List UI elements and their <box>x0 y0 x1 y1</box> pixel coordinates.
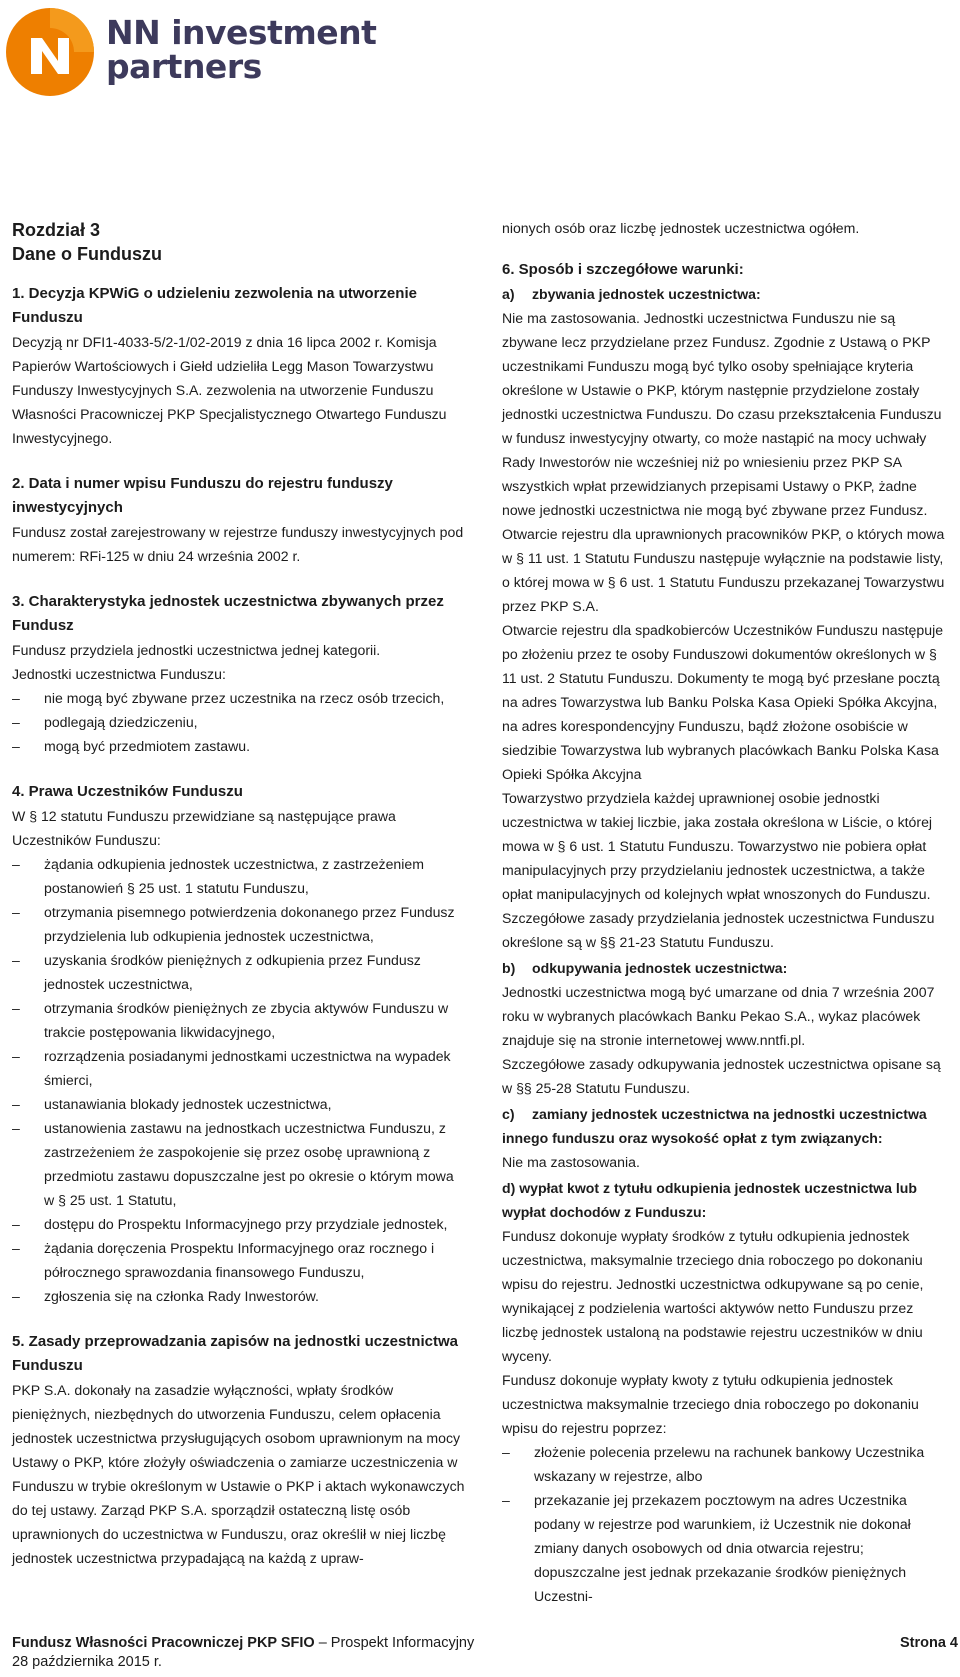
list-item: – mogą być przedmiotem zastawu. <box>12 734 467 758</box>
subsection-c-text: Nie ma zastosowania. <box>502 1154 640 1170</box>
subsection-d-heading: d) wypłat kwot z tytułu odkupienia jednostek uczestnictwa lub wypłat dochodów z Funduszu: <box>502 1180 918 1220</box>
section-5 <box>12 1330 467 1570</box>
footer-title <box>12 1634 958 1653</box>
section-4 <box>12 780 467 1308</box>
subsection-c-letter: c) <box>502 1106 515 1122</box>
list-item: – otrzymania środków pieniężnych ze zbycia aktywów Funduszu w trakcie postępowania likwidacyjnego, <box>12 996 467 1044</box>
list-item: – otrzymania pisemnego potwierdzenia dokonanego przez Fundusz przydzielenia lub odkupienia jednostek uczestnictwa, <box>12 900 467 948</box>
section-3 <box>12 590 467 758</box>
section-1-heading: 1. Decyzja KPWiG o udzieleniu zezwolenia na utworzenie Funduszu <box>12 285 417 326</box>
section-4-text: W § 12 statutu Funduszu przewidziane są następujące prawa Uczestników Funduszu: <box>12 808 396 848</box>
nn-logo-icon <box>4 6 96 98</box>
section-3-list <box>12 686 467 758</box>
logo-line2: partners <box>106 47 262 86</box>
section-2-text: Fundusz został zarejestrowany w rejestrze funduszy inwestycyjnych pod numerem: RFi-125 w dniu 24 września 2002 r. <box>12 524 464 564</box>
subsection-b-text: Szczegółowe zasady odkupywania jednostek uczestnictwa opisane są w §§ 25-28 Statutu Funduszu. <box>502 1056 941 1096</box>
subsection-a-letter: a) <box>502 286 515 302</box>
subsection-d-text: Fundusz dokonuje wypłaty kwoty z tytułu odkupienia jednostek uczestnictwa maksymalnie trzeciego dnia roboczego po dokonaniu wpisu do rejestru poprzez: <box>502 1372 919 1436</box>
section-3-text: Jednostki uczestnictwa Funduszu: <box>12 666 226 682</box>
section-3-heading: 3. Charakterystyka jednostek uczestnictwa zbywanych przez Fundusz <box>12 593 444 634</box>
list-item: – żądania doręczenia Prospektu Informacyjnego oraz rocznego i półrocznego sprawozdania finansowego Funduszu, <box>12 1236 467 1284</box>
page-number: Strona 4 <box>899 1635 958 1651</box>
list-item: – podlegają dziedziczeniu, <box>12 710 467 734</box>
footer-date: 28 października 2015 r. <box>12 1654 162 1670</box>
subsection-b-title: odkupywania jednostek uczestnictwa: <box>532 960 788 976</box>
list-item: – złożenie polecenia przelewu na rachunek bankowy Uczestnika wskazany w rejestrze, albo <box>502 1440 952 1488</box>
chapter-number: Rozdział 3 <box>12 220 101 240</box>
brand-logo-text <box>106 13 377 86</box>
list-item: – zgłoszenia się na członka Rady Inwestorów. <box>12 1284 467 1308</box>
subsection-b-text: Jednostki uczestnictwa mogą być umarzane od dnia 7 września 2007 roku w wybranych placówkach Banku Pekao S.A., wykaz placówek znajduje się na stronie internetowej www.nntfi.pl. <box>502 984 935 1048</box>
subsection-a-text: Nie ma zastosowania. Jednostki uczestnictwa Funduszu nie są zbywane lecz przydzielane przez Fundusz. Zgodnie z Ustawą o PKP uczestnikami Funduszu mogą być tylko osoby spełniające kryteria określone w Ustawie o PKP, którym następnie przydzielone zostały jednostki uczestnictwa Funduszu. Do czasu przekształcenia Funduszu w fundusz inwestycyjny otwarty, co może nastąpić na mocy uchwały Rady Inwestorów nie wcześniej niż po wniesieniu przez PKP SA wszystkich wpłat przewidzianych przepisami Ustawy o PKP, żadne nowe jednostki uczestnictwa nie mogą być zbywane przez Fundusz. <box>502 310 942 518</box>
list-item: – ustanowienia zastawu na jednostkach uczestnictwa Funduszu, z zastrzeżeniem że zaspokojenie się przez osobę uprawnioną z przedmiotu zastawu dopuszczalne jest po okresie o którym mowa w § 25 ust. 1 Statutu, <box>12 1116 467 1212</box>
continued-text: nionych osób oraz liczbę jednostek uczestnictwa ogółem. <box>502 220 860 236</box>
section-5-text: PKP S.A. dokonały na zasadzie wyłączności, wpłaty środków pieniężnych, niezbędnych do utworzenia Funduszu, celem opłacenia jednostek uczestnictwa przysługujących osobom uprawnionym na mocy Ustawy o PKP, które złożyły oświadczenia o zamiarze uczestniczenia w Funduszu w trybie określonym w Ustawie o PKP i aktach wykonawczych do tej ustawy. Zarząd PKP S.A. sporządził ostateczną listę osób uprawnionych do uczestnictwa w Funduszu, oraz określił w niej liczbę jednostek uczestnictwa przypadającą na każdą z upraw- <box>12 1382 465 1566</box>
list-item: – żądania odkupienia jednostek uczestnictwa, z zastrzeżeniem postanowień § 25 ust. 1 statutu Funduszu, <box>12 852 467 900</box>
subsection-b-heading <box>502 956 952 980</box>
list-item: – rozrządzenia posiadanymi jednostkami uczestnictwa na wypadek śmierci, <box>12 1044 467 1092</box>
subsection-c-title: zamiany jednostek uczestnictwa na jednostki uczestnictwa innego funduszu oraz wysokość opłat z tym związanych: <box>502 1106 927 1146</box>
section-4-list <box>12 852 467 1308</box>
section-6-heading: 6. Sposób i szczegółowe warunki: <box>502 261 744 278</box>
section-2-heading: 2. Data i numer wpisu Funduszu do rejestru funduszy inwestycyjnych <box>12 475 393 516</box>
chapter-title <box>12 218 467 266</box>
subsection-a-heading <box>502 282 952 306</box>
page-header <box>0 0 960 120</box>
section-3-text: Fundusz przydziela jednostki uczestnictwa jednej kategorii. <box>12 642 381 658</box>
subsection-c-heading <box>502 1102 952 1150</box>
list-item: – uzyskania środków pieniężnych z odkupienia przez Fundusz jednostek uczestnictwa, <box>12 948 467 996</box>
chapter-name: Dane o Funduszu <box>12 244 162 264</box>
list-item: – dostępu do Prospektu Informacyjnego przy przydziale jednostek, <box>12 1212 467 1236</box>
section-5-heading: 5. Zasady przeprowadzania zapisów na jednostki uczestnictwa Funduszu <box>12 1333 458 1374</box>
list-item: – ustanawiania blokady jednostek uczestnictwa, <box>12 1092 467 1116</box>
subsection-a-text: Otwarcie rejestru dla spadkobierców Uczestników Funduszu następuje po złożeniu przez te osoby Funduszowi dokumentów określonych w § 11 ust. 2 Statutu Funduszu. Dokumenty te mogą być przesłane pocztą na adres Towarzystwa lub Banku Polska Kasa Opieki Spółka Akcyjna, na adres korespondencyjny Funduszu, bądź złożone osobiście w siedzibie Towarzystwa lub wybranych placówkach Banku Polska Kasa Opieki Spółka Akcyjna <box>502 622 944 782</box>
section-4-heading: 4. Prawa Uczestników Funduszu <box>12 783 243 800</box>
subsection-d-text: Fundusz dokonuje wypłaty środków z tytułu odkupienia jednostek uczestnictwa, maksymalnie trzeciego dnia roboczego po dokonaniu wpisu do rejestru. Jednostki uczestnictwa odkupywane są po cenie, wynikającej z podzielenia wartości aktywów netto Funduszu przez liczbę jednostek ustaloną na podstawie rejestru uczestników w dniu wyceny. <box>502 1228 924 1364</box>
page-footer <box>12 1634 958 1672</box>
right-column <box>502 216 952 1608</box>
list-item: – przekazanie jej przekazem pocztowym na adres Uczestnika podany w rejestrze pod warunkiem, iż Uczestnik nie dokonał zmiany danych osobowych od dnia otwarcia rejestru; dopuszczalne jest jednak przekazanie środków pieniężnych Uczestni- <box>502 1488 952 1608</box>
section-1 <box>12 282 467 450</box>
subsection-a-text: Otwarcie rejestru dla uprawnionych pracowników PKP, o których mowa w § 11 ust. 1 Statutu Funduszu następuje wyłącznie na podstawie listy, o której mowa w § 6 ust. 1 Statutu Funduszu przekazanej Towarzystwu przez PKP S.A. <box>502 526 945 614</box>
logo-line1: NN investment <box>106 13 377 52</box>
list-item: – nie mogą być zbywane przez uczestnika na rzecz osób trzecich, <box>12 686 467 710</box>
subsection-b-letter: b) <box>502 960 516 976</box>
section-1-text: Decyzją nr DFI1-4033-5/2-1/02-2019 z dnia 16 lipca 2002 r. Komisja Papierów Wartościowych i Giełd udzieliła Legg Mason Towarzystwu Funduszy Inwestycyjnych S.A. zezwolenia na utworzenie Funduszu Własności Pracowniczej PKP Specjalistycznego Otwartego Funduszu Inwestycyjnego. <box>12 334 447 446</box>
footer-doc-name: – Prospekt Informacyjny <box>314 1635 475 1651</box>
section-2 <box>12 472 467 568</box>
subsection-a-text: Towarzystwo przydziela każdej uprawnionej osobie jednostki uczestnictwa w takiej liczbie, jaka została określona w Liście, o której mowa w § 6 ust. 1 Statutu Funduszu. Towarzystwo nie pobiera opłat manipulacyjnych przy przydzielaniu jednostek uczestnictwa, a także opłat manipulacyjnych od kolejnych wpłat wnoszonych do Funduszu. Szczegółowe zasady przydzielania jednostek uczestnictwa Funduszu określone są w §§ 21-23 Statutu Funduszu. <box>502 790 935 950</box>
subsection-a-title: zbywania jednostek uczestnictwa: <box>532 286 761 302</box>
left-column <box>12 218 467 1592</box>
subsection-d-list <box>502 1440 952 1608</box>
footer-fund-name: Fundusz Własności Pracowniczej PKP SFIO <box>12 1635 315 1651</box>
